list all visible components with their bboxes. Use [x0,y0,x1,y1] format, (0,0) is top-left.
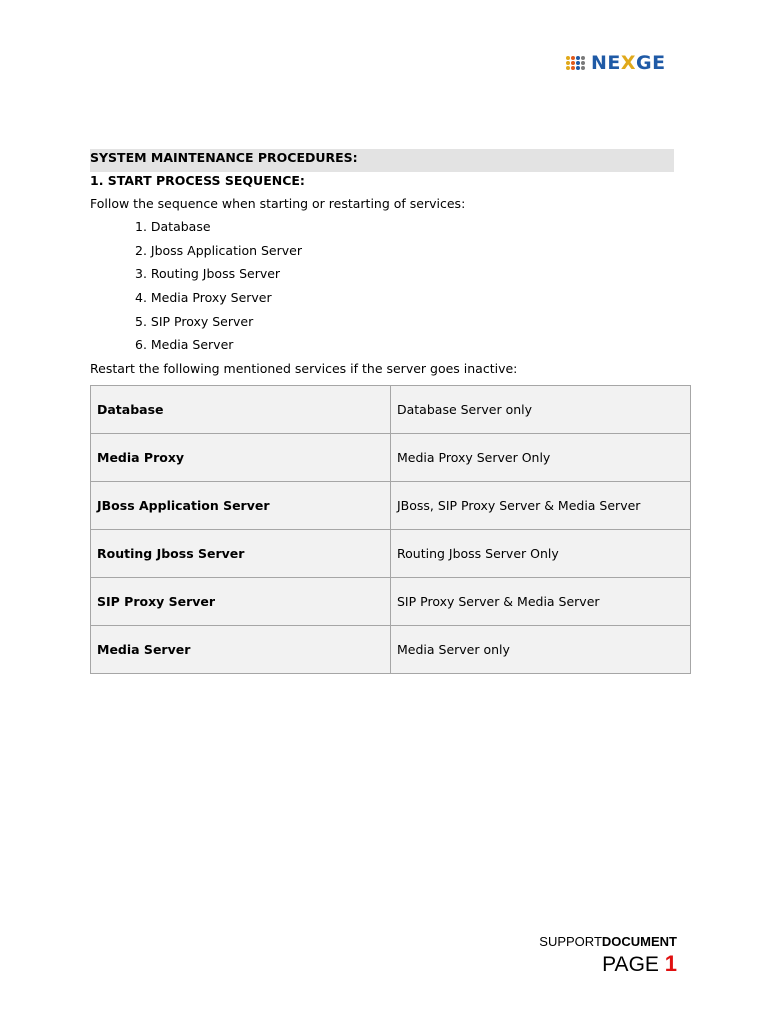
restart-action-cell: SIP Proxy Server & Media Server [391,578,691,626]
footer-label-regular: SUPPORT [539,934,602,949]
service-name-cell: Media Server [91,626,391,674]
list-item: 3. Routing Jboss Server [135,266,281,282]
restart-action-cell: Routing Jboss Server Only [391,530,691,578]
table-row [91,434,691,482]
list-item: 4. Media Proxy Server [135,290,272,306]
page-number [602,951,677,977]
subsection-title: 1. START PROCESS SEQUENCE: [90,173,305,188]
footer-document-label [539,934,677,949]
list-item: 1. Database [135,219,211,234]
restart-action-cell: Database Server only [391,386,691,434]
page-number-value: 1 [664,951,677,976]
restart-note: Restart the following mentioned services if the server goes inactive: [90,361,518,376]
service-name-cell: Routing Jboss Server [91,530,391,578]
table-row [91,626,691,674]
logo-wordmark: NEXGE [591,52,666,74]
start-sequence-list [135,219,302,361]
section-title: SYSTEM MAINTENANCE PROCEDURES: [90,149,674,172]
logo-dots-icon [566,56,585,70]
service-name-cell: SIP Proxy Server [91,578,391,626]
service-name-cell: Database [91,386,391,434]
table-row [91,386,691,434]
service-name-cell: Media Proxy [91,434,391,482]
table-row [91,530,691,578]
company-logo [566,52,666,74]
list-item: 2. Jboss Application Server [135,242,302,258]
service-name-cell: JBoss Application Server [91,482,391,530]
page-label: PAGE [602,953,659,976]
restart-action-cell: JBoss, SIP Proxy Server & Media Server [391,482,691,530]
restart-services-table [90,385,691,674]
intro-text: Follow the sequence when starting or restarting of services: [90,196,466,211]
footer-label-bold: DOCUMENT [601,934,677,949]
list-item: 6. Media Server [135,337,234,353]
list-item: 5. SIP Proxy Server [135,313,254,329]
restart-action-cell: Media Proxy Server Only [391,434,691,482]
restart-action-cell: Media Server only [391,626,691,674]
table-row [91,482,691,530]
table-row [91,578,691,626]
